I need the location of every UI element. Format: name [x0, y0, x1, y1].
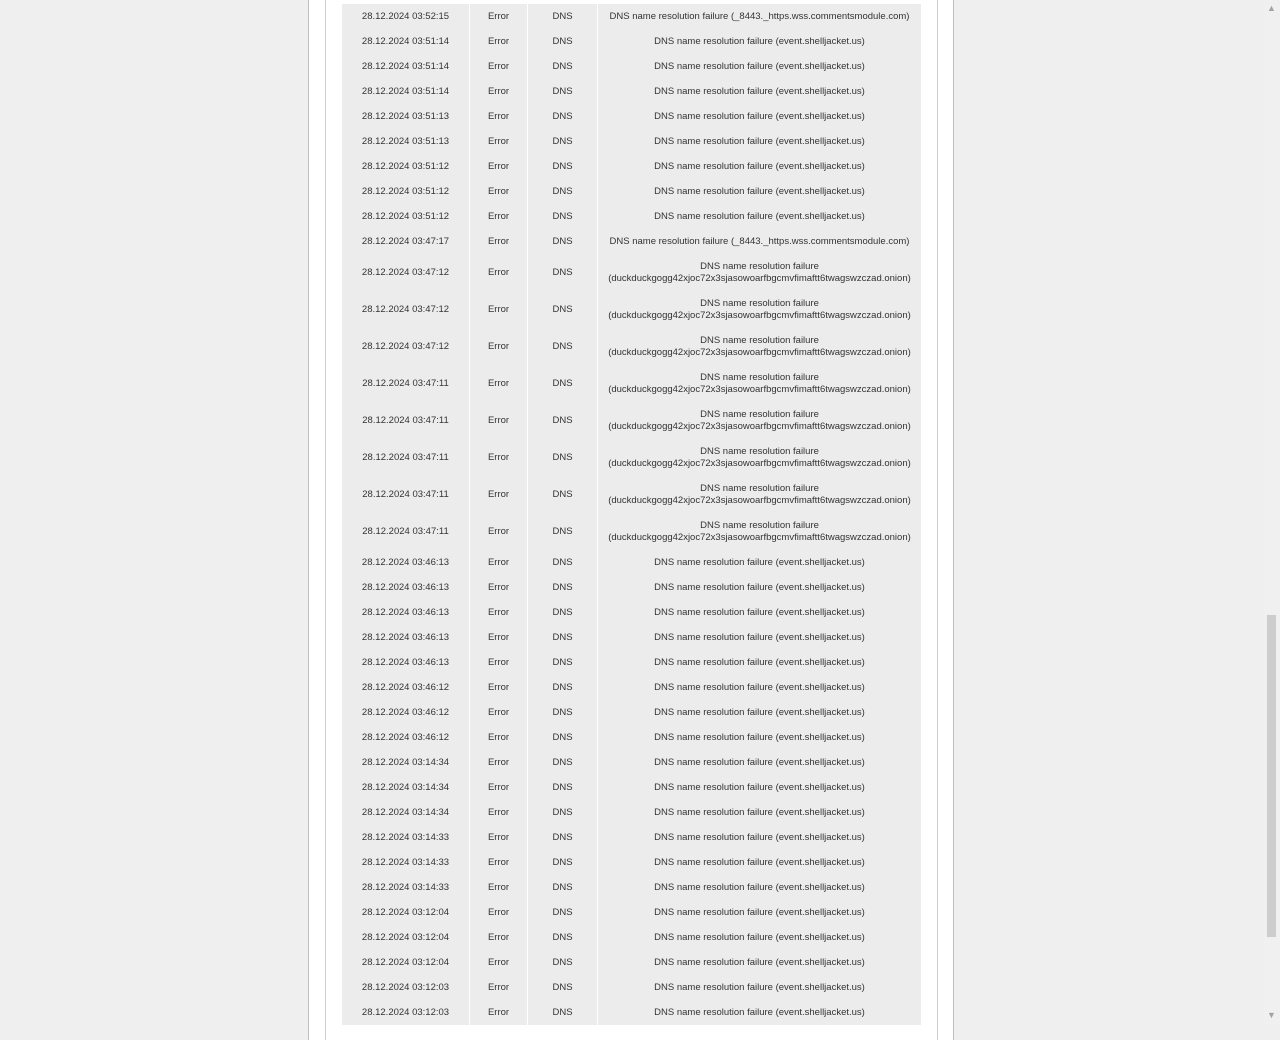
- log-level-cell: Error: [470, 750, 528, 775]
- log-message-host: (duckduckgogg42xjoc72x3sjasowoarfbgcmvfimaftt6twagswzczad.onion): [608, 457, 911, 469]
- log-message-cell: [598, 54, 922, 79]
- log-date-cell: 28.12.2024 03:47:11: [342, 365, 470, 402]
- log-row: [342, 650, 921, 675]
- log-row: [342, 4, 921, 29]
- log-source-cell: DNS: [528, 229, 598, 254]
- log-source-cell: DNS: [528, 154, 598, 179]
- log-row: [342, 54, 921, 79]
- log-level-cell: Error: [470, 291, 528, 328]
- log-row: [342, 625, 921, 650]
- log-message-text: DNS name resolution failure (event.shelljacket.us): [654, 681, 865, 693]
- log-message-cell: [598, 254, 922, 291]
- log-level-cell: Error: [470, 129, 528, 154]
- log-message-cell: [598, 129, 922, 154]
- log-message-cell: [598, 179, 922, 204]
- log-source-cell: DNS: [528, 775, 598, 800]
- log-message-cell: [598, 154, 922, 179]
- log-date-cell: 28.12.2024 03:47:17: [342, 229, 470, 254]
- log-message-text: DNS name resolution failure (event.shelljacket.us): [654, 731, 865, 743]
- system-log-table: [342, 4, 921, 1025]
- log-level-cell: Error: [470, 800, 528, 825]
- log-date-cell: 28.12.2024 03:51:14: [342, 79, 470, 104]
- log-row: [342, 675, 921, 700]
- log-message-text: DNS name resolution failure (event.shelljacket.us): [654, 981, 865, 993]
- log-level-cell: Error: [470, 29, 528, 54]
- log-date-cell: 28.12.2024 03:47:11: [342, 402, 470, 439]
- log-date-cell: 28.12.2024 03:47:12: [342, 328, 470, 365]
- log-level-cell: Error: [470, 925, 528, 950]
- log-message-cell: [598, 750, 922, 775]
- log-source-cell: DNS: [528, 402, 598, 439]
- log-row: [342, 550, 921, 575]
- log-level-cell: Error: [470, 79, 528, 104]
- log-message-text: DNS name resolution failure (event.shelljacket.us): [654, 85, 865, 97]
- log-message-text: DNS name resolution failure (event.shelljacket.us): [654, 831, 865, 843]
- log-date-cell: 28.12.2024 03:47:12: [342, 254, 470, 291]
- log-message-text: DNS name resolution failure: [700, 482, 819, 494]
- log-date-cell: 28.12.2024 03:46:12: [342, 700, 470, 725]
- log-date-cell: 28.12.2024 03:12:04: [342, 950, 470, 975]
- log-level-cell: Error: [470, 825, 528, 850]
- log-level-cell: Error: [470, 154, 528, 179]
- log-message-text: DNS name resolution failure (event.shelljacket.us): [654, 60, 865, 72]
- log-message-cell: [598, 700, 922, 725]
- log-source-cell: DNS: [528, 550, 598, 575]
- log-source-cell: DNS: [528, 54, 598, 79]
- log-date-cell: 28.12.2024 03:12:04: [342, 925, 470, 950]
- log-message-cell: [598, 925, 922, 950]
- log-date-cell: 28.12.2024 03:52:15: [342, 4, 470, 29]
- log-message-cell: [598, 850, 922, 875]
- log-date-cell: 28.12.2024 03:51:13: [342, 129, 470, 154]
- log-date-cell: 28.12.2024 03:51:12: [342, 154, 470, 179]
- log-source-cell: DNS: [528, 29, 598, 54]
- log-message-host: (duckduckgogg42xjoc72x3sjasowoarfbgcmvfimaftt6twagswzczad.onion): [608, 346, 911, 358]
- log-message-cell: [598, 625, 922, 650]
- log-message-host: (duckduckgogg42xjoc72x3sjasowoarfbgcmvfimaftt6twagswzczad.onion): [608, 309, 911, 321]
- log-date-cell: 28.12.2024 03:12:04: [342, 900, 470, 925]
- log-level-cell: Error: [470, 54, 528, 79]
- log-level-cell: Error: [470, 575, 528, 600]
- log-message-cell: [598, 900, 922, 925]
- log-date-cell: 28.12.2024 03:47:11: [342, 476, 470, 513]
- log-row: [342, 900, 921, 925]
- log-row: [342, 725, 921, 750]
- log-message-cell: [598, 800, 922, 825]
- log-message-cell: [598, 229, 922, 254]
- log-row: [342, 775, 921, 800]
- log-source-cell: DNS: [528, 104, 598, 129]
- log-message-text: DNS name resolution failure (event.shelljacket.us): [654, 110, 865, 122]
- log-source-cell: DNS: [528, 365, 598, 402]
- log-date-cell: 28.12.2024 03:12:03: [342, 975, 470, 1000]
- log-row: [342, 104, 921, 129]
- log-date-cell: 28.12.2024 03:47:12: [342, 291, 470, 328]
- log-message-text: DNS name resolution failure (event.shelljacket.us): [654, 656, 865, 668]
- log-message-cell: [598, 675, 922, 700]
- log-message-cell: [598, 291, 922, 328]
- log-level-cell: Error: [470, 850, 528, 875]
- scroll-down-arrow-icon[interactable]: ▼: [1267, 1010, 1276, 1020]
- log-source-cell: DNS: [528, 650, 598, 675]
- log-level-cell: Error: [470, 1000, 528, 1025]
- log-message-cell: [598, 650, 922, 675]
- log-row: [342, 29, 921, 54]
- log-message-host: (duckduckgogg42xjoc72x3sjasowoarfbgcmvfimaftt6twagswzczad.onion): [608, 272, 911, 284]
- log-level-cell: Error: [470, 365, 528, 402]
- log-level-cell: Error: [470, 229, 528, 254]
- log-message-cell: [598, 476, 922, 513]
- log-row: [342, 179, 921, 204]
- log-level-cell: Error: [470, 4, 528, 29]
- log-date-cell: 28.12.2024 03:47:11: [342, 513, 470, 550]
- log-row: [342, 1000, 921, 1025]
- log-source-cell: DNS: [528, 439, 598, 476]
- log-date-cell: 28.12.2024 03:46:13: [342, 600, 470, 625]
- log-message-cell: [598, 439, 922, 476]
- log-source-cell: DNS: [528, 600, 598, 625]
- log-message-text: DNS name resolution failure (event.shelljacket.us): [654, 856, 865, 868]
- log-row: [342, 925, 921, 950]
- log-level-cell: Error: [470, 600, 528, 625]
- log-level-cell: Error: [470, 254, 528, 291]
- log-source-cell: DNS: [528, 4, 598, 29]
- log-message-host: (duckduckgogg42xjoc72x3sjasowoarfbgcmvfimaftt6twagswzczad.onion): [608, 531, 911, 543]
- log-message-text: DNS name resolution failure (_8443._https.wss.commentsmodule.com): [609, 235, 910, 247]
- log-message-cell: [598, 775, 922, 800]
- scroll-up-arrow-icon[interactable]: ▲: [1267, 3, 1276, 13]
- log-date-cell: 28.12.2024 03:14:34: [342, 800, 470, 825]
- log-level-cell: Error: [470, 700, 528, 725]
- log-message-text: DNS name resolution failure (event.shelljacket.us): [654, 210, 865, 222]
- log-message-text: DNS name resolution failure: [700, 334, 819, 346]
- log-row: [342, 700, 921, 725]
- log-row: [342, 291, 921, 328]
- log-source-cell: DNS: [528, 850, 598, 875]
- log-source-cell: DNS: [528, 625, 598, 650]
- log-row: [342, 950, 921, 975]
- log-source-cell: DNS: [528, 1000, 598, 1025]
- page-scrollbar[interactable]: [1263, 0, 1280, 1024]
- log-message-text: DNS name resolution failure (event.shelljacket.us): [654, 906, 865, 918]
- log-message-cell: [598, 29, 922, 54]
- log-message-cell: [598, 975, 922, 1000]
- log-date-cell: 28.12.2024 03:14:34: [342, 750, 470, 775]
- log-date-cell: 28.12.2024 03:46:13: [342, 625, 470, 650]
- log-source-cell: DNS: [528, 750, 598, 775]
- log-date-cell: 28.12.2024 03:14:34: [342, 775, 470, 800]
- log-row: [342, 800, 921, 825]
- log-level-cell: Error: [470, 625, 528, 650]
- log-date-cell: 28.12.2024 03:51:13: [342, 104, 470, 129]
- log-row: [342, 575, 921, 600]
- log-message-cell: [598, 79, 922, 104]
- log-source-cell: DNS: [528, 79, 598, 104]
- log-message-host: (duckduckgogg42xjoc72x3sjasowoarfbgcmvfimaftt6twagswzczad.onion): [608, 420, 911, 432]
- log-row: [342, 825, 921, 850]
- log-source-cell: DNS: [528, 975, 598, 1000]
- log-message-cell: [598, 725, 922, 750]
- log-date-cell: 28.12.2024 03:12:03: [342, 1000, 470, 1025]
- log-level-cell: Error: [470, 950, 528, 975]
- log-message-text: DNS name resolution failure: [700, 519, 819, 531]
- log-message-cell: [598, 825, 922, 850]
- log-message-text: DNS name resolution failure (_8443._https.wss.commentsmodule.com): [609, 10, 910, 22]
- log-source-cell: DNS: [528, 129, 598, 154]
- log-message-cell: [598, 875, 922, 900]
- log-message-text: DNS name resolution failure (event.shelljacket.us): [654, 931, 865, 943]
- log-message-text: DNS name resolution failure (event.shelljacket.us): [654, 135, 865, 147]
- log-table-body: [342, 4, 921, 1025]
- log-message-text: DNS name resolution failure (event.shelljacket.us): [654, 631, 865, 643]
- log-date-cell: 28.12.2024 03:46:12: [342, 675, 470, 700]
- log-row: [342, 750, 921, 775]
- log-source-cell: DNS: [528, 513, 598, 550]
- log-source-cell: DNS: [528, 800, 598, 825]
- log-level-cell: Error: [470, 328, 528, 365]
- log-date-cell: 28.12.2024 03:51:14: [342, 54, 470, 79]
- log-level-cell: Error: [470, 975, 528, 1000]
- log-message-text: DNS name resolution failure (event.shelljacket.us): [654, 781, 865, 793]
- log-level-cell: Error: [470, 513, 528, 550]
- log-message-cell: [598, 600, 922, 625]
- log-message-cell: [598, 328, 922, 365]
- log-row: [342, 476, 921, 513]
- log-level-cell: Error: [470, 650, 528, 675]
- log-level-cell: Error: [470, 439, 528, 476]
- log-message-text: DNS name resolution failure (event.shelljacket.us): [654, 1006, 865, 1018]
- log-message-text: DNS name resolution failure (event.shelljacket.us): [654, 956, 865, 968]
- log-level-cell: Error: [470, 204, 528, 229]
- log-row: [342, 328, 921, 365]
- log-level-cell: Error: [470, 402, 528, 439]
- log-date-cell: 28.12.2024 03:14:33: [342, 825, 470, 850]
- log-date-cell: 28.12.2024 03:51:12: [342, 204, 470, 229]
- log-message-text: DNS name resolution failure: [700, 445, 819, 457]
- log-level-cell: Error: [470, 875, 528, 900]
- log-source-cell: DNS: [528, 875, 598, 900]
- log-message-text: DNS name resolution failure: [700, 260, 819, 272]
- log-row: [342, 513, 921, 550]
- log-source-cell: DNS: [528, 328, 598, 365]
- log-level-cell: Error: [470, 725, 528, 750]
- log-row: [342, 204, 921, 229]
- log-row: [342, 129, 921, 154]
- log-row: [342, 154, 921, 179]
- log-message-host: (duckduckgogg42xjoc72x3sjasowoarfbgcmvfimaftt6twagswzczad.onion): [608, 383, 911, 395]
- log-message-cell: [598, 402, 922, 439]
- log-level-cell: Error: [470, 104, 528, 129]
- log-message-text: DNS name resolution failure (event.shelljacket.us): [654, 806, 865, 818]
- log-source-cell: DNS: [528, 254, 598, 291]
- log-row: [342, 600, 921, 625]
- log-date-cell: 28.12.2024 03:51:14: [342, 29, 470, 54]
- log-date-cell: 28.12.2024 03:14:33: [342, 850, 470, 875]
- log-source-cell: DNS: [528, 675, 598, 700]
- log-row: [342, 439, 921, 476]
- log-date-cell: 28.12.2024 03:46:12: [342, 725, 470, 750]
- log-message-text: DNS name resolution failure (event.shelljacket.us): [654, 581, 865, 593]
- log-message-cell: [598, 104, 922, 129]
- log-level-cell: Error: [470, 550, 528, 575]
- log-date-cell: 28.12.2024 03:14:33: [342, 875, 470, 900]
- log-source-cell: DNS: [528, 204, 598, 229]
- log-message-cell: [598, 550, 922, 575]
- log-source-cell: DNS: [528, 476, 598, 513]
- log-message-text: DNS name resolution failure (event.shelljacket.us): [654, 881, 865, 893]
- log-message-cell: [598, 204, 922, 229]
- log-date-cell: 28.12.2024 03:47:11: [342, 439, 470, 476]
- log-message-text: DNS name resolution failure (event.shelljacket.us): [654, 706, 865, 718]
- log-row: [342, 365, 921, 402]
- log-message-host: (duckduckgogg42xjoc72x3sjasowoarfbgcmvfimaftt6twagswzczad.onion): [608, 494, 911, 506]
- log-row: [342, 850, 921, 875]
- log-date-cell: 28.12.2024 03:51:12: [342, 179, 470, 204]
- log-message-text: DNS name resolution failure (event.shelljacket.us): [654, 756, 865, 768]
- log-level-cell: Error: [470, 775, 528, 800]
- log-level-cell: Error: [470, 675, 528, 700]
- log-date-cell: 28.12.2024 03:46:13: [342, 650, 470, 675]
- log-level-cell: Error: [470, 179, 528, 204]
- log-message-text: DNS name resolution failure: [700, 371, 819, 383]
- log-level-cell: Error: [470, 476, 528, 513]
- log-message-text: DNS name resolution failure: [700, 408, 819, 420]
- log-source-cell: DNS: [528, 725, 598, 750]
- log-message-text: DNS name resolution failure (event.shelljacket.us): [654, 556, 865, 568]
- log-message-cell: [598, 365, 922, 402]
- log-message-cell: [598, 1000, 922, 1025]
- log-date-cell: 28.12.2024 03:46:13: [342, 550, 470, 575]
- log-row: [342, 975, 921, 1000]
- log-source-cell: DNS: [528, 925, 598, 950]
- log-row: [342, 79, 921, 104]
- log-message-text: DNS name resolution failure (event.shelljacket.us): [654, 35, 865, 47]
- log-row: [342, 402, 921, 439]
- log-source-cell: DNS: [528, 179, 598, 204]
- log-message-text: DNS name resolution failure (event.shelljacket.us): [654, 185, 865, 197]
- log-level-cell: Error: [470, 900, 528, 925]
- log-source-cell: DNS: [528, 291, 598, 328]
- log-row: [342, 254, 921, 291]
- log-source-cell: DNS: [528, 825, 598, 850]
- log-message-cell: [598, 575, 922, 600]
- log-row: [342, 229, 921, 254]
- log-message-text: DNS name resolution failure (event.shelljacket.us): [654, 606, 865, 618]
- scrollbar-thumb[interactable]: [1267, 615, 1276, 937]
- log-message-text: DNS name resolution failure (event.shelljacket.us): [654, 160, 865, 172]
- log-source-cell: DNS: [528, 700, 598, 725]
- log-source-cell: DNS: [528, 575, 598, 600]
- log-message-text: DNS name resolution failure: [700, 297, 819, 309]
- log-date-cell: 28.12.2024 03:46:13: [342, 575, 470, 600]
- log-message-cell: [598, 4, 922, 29]
- log-source-cell: DNS: [528, 900, 598, 925]
- log-message-cell: [598, 513, 922, 550]
- log-message-cell: [598, 950, 922, 975]
- log-source-cell: DNS: [528, 950, 598, 975]
- log-row: [342, 875, 921, 900]
